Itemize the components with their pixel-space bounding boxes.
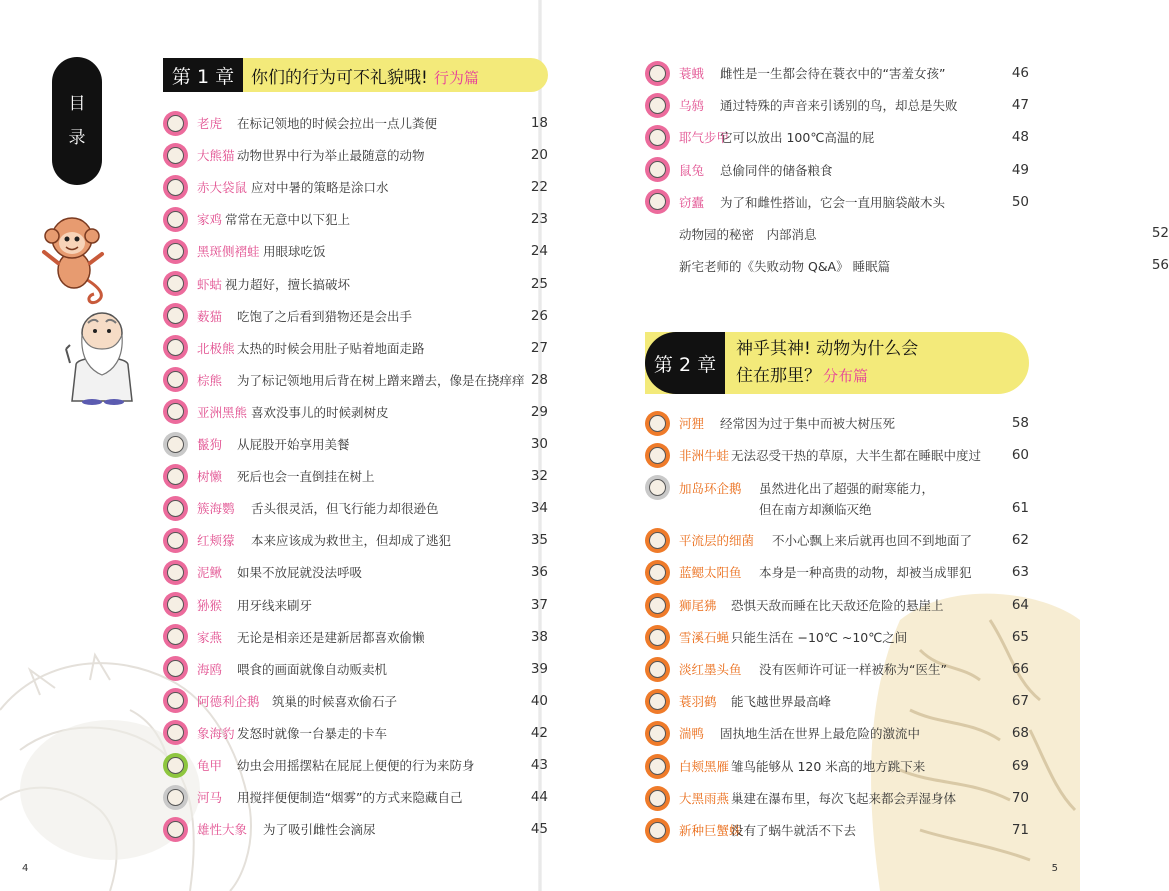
toc-entry[interactable] (645, 440, 1029, 470)
entry-description-line2: 但在南方却濒临灭绝 (759, 502, 872, 517)
animal-name: 家燕 (197, 629, 223, 645)
toc-entry[interactable] (163, 814, 548, 844)
animal-name: 鬣狗 (197, 437, 223, 452)
animal-name: 加岛环企鹅 (679, 481, 742, 496)
toc-entry[interactable] (645, 90, 1029, 120)
animal-name: 大黑雨燕 (679, 791, 730, 806)
animal-avatar-icon (163, 111, 188, 136)
chapter-title (251, 63, 479, 88)
entry-description: 用搅拌便便制造“烟雾”的方式来隐藏自己 (237, 790, 463, 806)
toc-entry[interactable] (645, 783, 1029, 813)
animal-name: 泥鳅 (197, 565, 223, 581)
toc-entry[interactable] (645, 525, 1029, 555)
animal-avatar-icon (163, 753, 188, 778)
animal-name: 新种巨蟹蛛 (679, 823, 742, 838)
animal-avatar-icon (645, 786, 670, 811)
extra-desc: 新宅老师的《失败动物 Q&A》 睡眠篇 (679, 259, 891, 274)
animal-name: 狲猴 (197, 597, 223, 613)
animal-name: 淡红墨头鱼 (679, 662, 742, 677)
toc-entry[interactable] (163, 108, 548, 138)
entry-description: 经常因为过于集中而被大树压死 (720, 416, 896, 431)
animal-avatar-icon (163, 143, 188, 168)
toc-entry[interactable] (163, 654, 548, 684)
animal-name: 簇海鹦 (197, 501, 235, 517)
animal-avatar-icon (163, 560, 188, 585)
entry-description: 本来应该成为救世主，但却成了逃犯 (251, 533, 452, 549)
entry-description: 无论是相亲还是建新居都喜欢偷懒 (237, 629, 425, 645)
chapter-title-text: 你们的行为可不礼貌哦! (251, 67, 428, 88)
animal-name: 窃蠹 (679, 194, 705, 210)
animal-name: 鼠兔 (679, 162, 705, 178)
animal-name: 家鸡 (197, 212, 223, 228)
toc-entry[interactable] (163, 236, 548, 266)
animal-avatar-icon (163, 688, 188, 713)
animal-avatar-icon (163, 303, 188, 328)
animal-avatar-icon (163, 399, 188, 424)
animal-name: 亚洲黑熊 (197, 404, 248, 420)
animal-avatar-icon (645, 818, 670, 843)
entry-description: 不小心飘上来后就再也回不到地面了 (772, 533, 973, 548)
page-number: 26 (530, 307, 548, 324)
entry-description: 在标记领地的时候会拉出一点儿粪便 (237, 116, 438, 131)
toc-entry[interactable] (163, 269, 548, 299)
animal-name: 北极熊 (197, 340, 235, 356)
toc-entry[interactable] (645, 686, 1029, 716)
animal-name: 蓑羽鹤 (679, 694, 717, 709)
entry-description: 吃饱了之后看到猎物还是会出手 (237, 308, 413, 324)
animal-name: 虾蛄 (197, 276, 223, 292)
toc-entry[interactable] (163, 493, 548, 523)
toc-entry[interactable] (163, 525, 548, 555)
toc-entry[interactable] (645, 58, 1029, 88)
entry-description: 总偷同伴的储备粮食 (720, 162, 833, 178)
animal-avatar-icon (163, 464, 188, 489)
page-number: 28 (530, 371, 548, 388)
entry-description: 筑巢的时候喜欢偷石子 (272, 693, 398, 709)
toc-entry[interactable] (163, 333, 548, 363)
animal-name: 薮猫 (197, 308, 223, 324)
animal-name: 雪溪石蝇 (679, 630, 730, 645)
page-number: 65 (1011, 629, 1029, 645)
animal-avatar-icon (163, 367, 188, 392)
toc-entry[interactable] (163, 622, 548, 652)
animal-avatar-icon (163, 592, 188, 617)
entry-description: 它可以放出 100℃高温的屁 (720, 130, 875, 146)
entry-description: 用眼球吃饭 (263, 244, 326, 260)
entry-description: 用牙线来刷牙 (237, 597, 313, 613)
animal-avatar-icon (163, 271, 188, 296)
left-page (0, 0, 548, 891)
toc-entry[interactable] (163, 204, 548, 234)
page-number: 63 (1011, 564, 1029, 580)
page-number: 25 (530, 275, 548, 292)
page-number: 58 (1011, 415, 1029, 431)
animal-name: 白颊黑雁 (679, 759, 730, 774)
toc-entry[interactable] (163, 590, 548, 620)
toc-label-char: 目 (68, 94, 86, 114)
toc-entry[interactable] (163, 397, 548, 427)
toc-entry[interactable] (645, 622, 1029, 652)
chapter-category: 分布篇 (823, 367, 869, 385)
toc-entry[interactable] (645, 557, 1029, 587)
page-number: 39 (530, 660, 548, 677)
toc-entry[interactable] (163, 461, 548, 491)
entry-description: 本身是一种高贵的动物，却被当成罪犯 (759, 565, 972, 580)
entry-description: 如果不放屁就没法呼吸 (237, 565, 363, 581)
entry-description: 只能生活在 −10℃ ~10℃之间 (731, 630, 908, 645)
page-number: 27 (530, 339, 548, 356)
toc-entry[interactable] (645, 751, 1029, 781)
animal-name: 河马 (197, 790, 223, 806)
animal-name: 大熊猫 (197, 148, 235, 164)
chapter-title-line1: 神乎其神! 动物为什么会 (736, 339, 919, 359)
animal-avatar-icon (163, 239, 188, 264)
animal-name: 阿德利企鹅 (197, 693, 260, 709)
animal-name: 黑斑侧褶蛙 (197, 244, 260, 260)
toc-entry[interactable] (645, 187, 1029, 217)
toc-entry[interactable] (163, 172, 548, 202)
animal-avatar-icon (645, 560, 670, 585)
page-number: 62 (1011, 532, 1029, 548)
animal-name: 棕熊 (197, 372, 223, 388)
page-number: 70 (1011, 790, 1029, 806)
animal-avatar-icon (163, 785, 188, 810)
page-number: 67 (1011, 693, 1029, 709)
animal-name: 非洲牛蛙 (679, 448, 730, 463)
entry-description: 固执地生活在世界上最危险的激流中 (720, 726, 921, 741)
extra-desc: 动物园的秘密 内部消息 (679, 227, 817, 242)
animal-name: 平流层的细菌 (679, 533, 755, 548)
animal-name: 龟甲 (197, 758, 223, 773)
animal-avatar-icon (645, 61, 670, 86)
entry-description: 为了和雌性搭讪，它会一直用脑袋敲木头 (720, 194, 946, 210)
toc-entry[interactable] (163, 140, 548, 170)
professor-illustration (62, 305, 142, 405)
animal-avatar-icon (163, 335, 188, 360)
page-number: 64 (1011, 597, 1029, 613)
page-number: 24 (530, 243, 548, 260)
entry-description: 雌性是一生都会待在蓑衣中的“害羞女孩” (720, 66, 946, 81)
entry-description: 没有医师许可证一样被称为“医生” (759, 662, 947, 677)
animal-avatar-icon (163, 496, 188, 521)
page-number: 49 (1011, 161, 1029, 178)
page-number: 71 (1011, 822, 1029, 838)
toc-entry[interactable] (163, 718, 548, 748)
animal-name: 老虎 (197, 116, 223, 131)
entry-description: 虽然进化出了超强的耐寒能力， (759, 481, 935, 496)
entry-description: 动物世界中行为举止最随意的动物 (237, 148, 425, 164)
animal-avatar-icon (645, 689, 670, 714)
toc-entry[interactable] (163, 301, 548, 331)
animal-avatar-icon (645, 754, 670, 779)
animal-avatar-icon (645, 157, 670, 182)
toc-entry[interactable] (645, 473, 1029, 517)
animal-name: 蓑蛾 (679, 66, 705, 81)
animal-name: 象海豹 (197, 725, 235, 741)
entry-description: 喜欢没事儿的时候剥树皮 (251, 404, 389, 420)
entry-description: 喂食的画面就像自动贩卖机 (237, 661, 388, 677)
animal-avatar-icon (163, 432, 188, 457)
page-number: 36 (530, 564, 548, 581)
page-number: 38 (530, 628, 548, 645)
page-number: 47 (1011, 97, 1029, 114)
toc-entry[interactable] (645, 155, 1029, 185)
page-number: 60 (1011, 447, 1029, 463)
animal-avatar-icon (645, 657, 670, 682)
chapter-category: 行为篇 (433, 68, 479, 87)
page-number: 35 (530, 532, 548, 549)
page-number: 29 (530, 403, 548, 420)
entry-description: 应对中暑的策略是涂口水 (251, 180, 389, 196)
page-number: 68 (1011, 725, 1029, 741)
chapter-number: 第 2 章 (645, 332, 725, 394)
entry-description: 常常在无意中以下犯上 (225, 212, 351, 228)
entry-description: 幼虫会用摇摆粘在屁屁上便便的行为来防身 (237, 758, 475, 773)
page-number: 61 (1011, 500, 1029, 516)
toc-entry[interactable] (645, 718, 1029, 748)
animal-avatar-icon (645, 475, 670, 500)
page-number: 43 (530, 757, 548, 773)
page-number: 22 (530, 179, 548, 196)
entry-description: 巢建在瀑布里，每次飞起来都会弄湿身体 (731, 791, 957, 806)
extra-entry (679, 225, 1169, 243)
page-number: 34 (530, 500, 548, 517)
page-number: 48 (1011, 129, 1029, 146)
page-number: 56 (1151, 257, 1169, 273)
animal-avatar-icon (163, 528, 188, 553)
monkey-illustration (36, 208, 116, 303)
page-number: 46 (1011, 65, 1029, 81)
toc-label-char: 录 (68, 128, 86, 148)
entry-description: 能飞越世界最高峰 (731, 694, 832, 709)
page-number: 20 (530, 147, 548, 164)
entry-description: 从屁股开始享用美餐 (237, 437, 350, 452)
entry-description: 发怒时就像一台暴走的卡车 (237, 725, 388, 741)
entry-description: 没有了蜗牛就活不下去 (731, 823, 857, 838)
toc-entry[interactable] (645, 654, 1029, 684)
animal-avatar-icon (163, 175, 188, 200)
toc-entry[interactable] (645, 815, 1029, 845)
page-number: 18 (530, 115, 548, 131)
animal-name: 海鸥 (197, 661, 223, 677)
page-number-left: 4 (22, 863, 29, 874)
page-number: 66 (1011, 661, 1029, 677)
entry-description: 通过特殊的声音来引诱别的鸟，却总是失败 (720, 98, 958, 114)
entry-description: 太热的时候会用肚子贴着地面走路 (237, 340, 425, 356)
animal-avatar-icon (163, 656, 188, 681)
page-number: 32 (530, 468, 548, 485)
entry-description: 为了吸引雌性会滴尿 (263, 822, 376, 838)
toc-entry[interactable] (163, 750, 548, 780)
chapter-title (736, 336, 918, 390)
animal-name: 蓝鳃太阳鱼 (679, 565, 742, 580)
page-number-right: 5 (1051, 863, 1058, 874)
page-number: 44 (530, 789, 548, 806)
animal-avatar-icon (163, 720, 188, 745)
entry-description: 死后也会一直倒挂在树上 (237, 469, 375, 485)
toc-entry[interactable] (645, 590, 1029, 620)
animal-avatar-icon (645, 625, 670, 650)
animal-name: 湍鸭 (679, 726, 705, 741)
animal-avatar-icon (645, 189, 670, 214)
animal-avatar-icon (645, 443, 670, 468)
toc-label (52, 57, 102, 185)
extra-entry (679, 257, 1169, 275)
right-page (540, 0, 1169, 891)
animal-avatar-icon (163, 207, 188, 232)
page-number: 69 (1011, 758, 1029, 774)
animal-avatar-icon (645, 125, 670, 150)
animal-name: 狮尾狒 (679, 598, 717, 613)
page-number: 37 (530, 596, 548, 613)
animal-name: 河狸 (679, 416, 705, 431)
page-number: 50 (1011, 193, 1029, 210)
animal-avatar-icon (645, 93, 670, 118)
chapter-number: 第 1 章 (163, 58, 243, 92)
animal-avatar-icon (645, 721, 670, 746)
animal-avatar-icon (163, 817, 188, 842)
page-number: 23 (530, 211, 548, 228)
entry-description: 为了标记领地用后背在树上蹭来蹭去，像是在挠痒痒 (237, 372, 525, 388)
toc-entry[interactable] (163, 782, 548, 812)
page-number: 40 (530, 692, 548, 709)
page-number: 52 (1151, 225, 1169, 241)
chapter-title-line2: 住在那里？ (736, 366, 821, 386)
animal-avatar-icon (645, 593, 670, 618)
page-number: 42 (530, 724, 548, 741)
entry-description: 视力超好，擅长搞破坏 (225, 276, 351, 292)
toc-entry[interactable] (645, 122, 1029, 152)
entry-description: 舌头很灵活，但飞行能力却很逊色 (251, 501, 439, 517)
animal-avatar-icon (645, 528, 670, 553)
animal-name: 赤大袋鼠 (197, 180, 248, 196)
entry-description: 雏鸟能够从 120 米高的地方跳下来 (731, 759, 926, 774)
animal-name: 耶气步甲 (679, 130, 730, 146)
page-number: 30 (530, 436, 548, 452)
animal-name: 树懒 (197, 469, 223, 485)
animal-name: 红颊獴 (197, 533, 235, 549)
page-number: 45 (530, 821, 548, 838)
entry-description: 恐惧天敌而睡在比天敌还危险的悬崖上 (731, 598, 944, 613)
toc-entry[interactable] (163, 557, 548, 587)
animal-name: 雄性大象 (197, 822, 248, 838)
toc-entry[interactable] (163, 365, 548, 395)
animal-avatar-icon (163, 624, 188, 649)
toc-entry[interactable] (645, 408, 1029, 438)
toc-entry[interactable] (163, 686, 548, 716)
animal-avatar-icon (645, 411, 670, 436)
toc-entry[interactable] (163, 429, 548, 459)
entry-description: 无法忍受干热的草原，大半生都在睡眠中度过 (731, 448, 982, 463)
animal-name: 乌鸫 (679, 98, 705, 114)
